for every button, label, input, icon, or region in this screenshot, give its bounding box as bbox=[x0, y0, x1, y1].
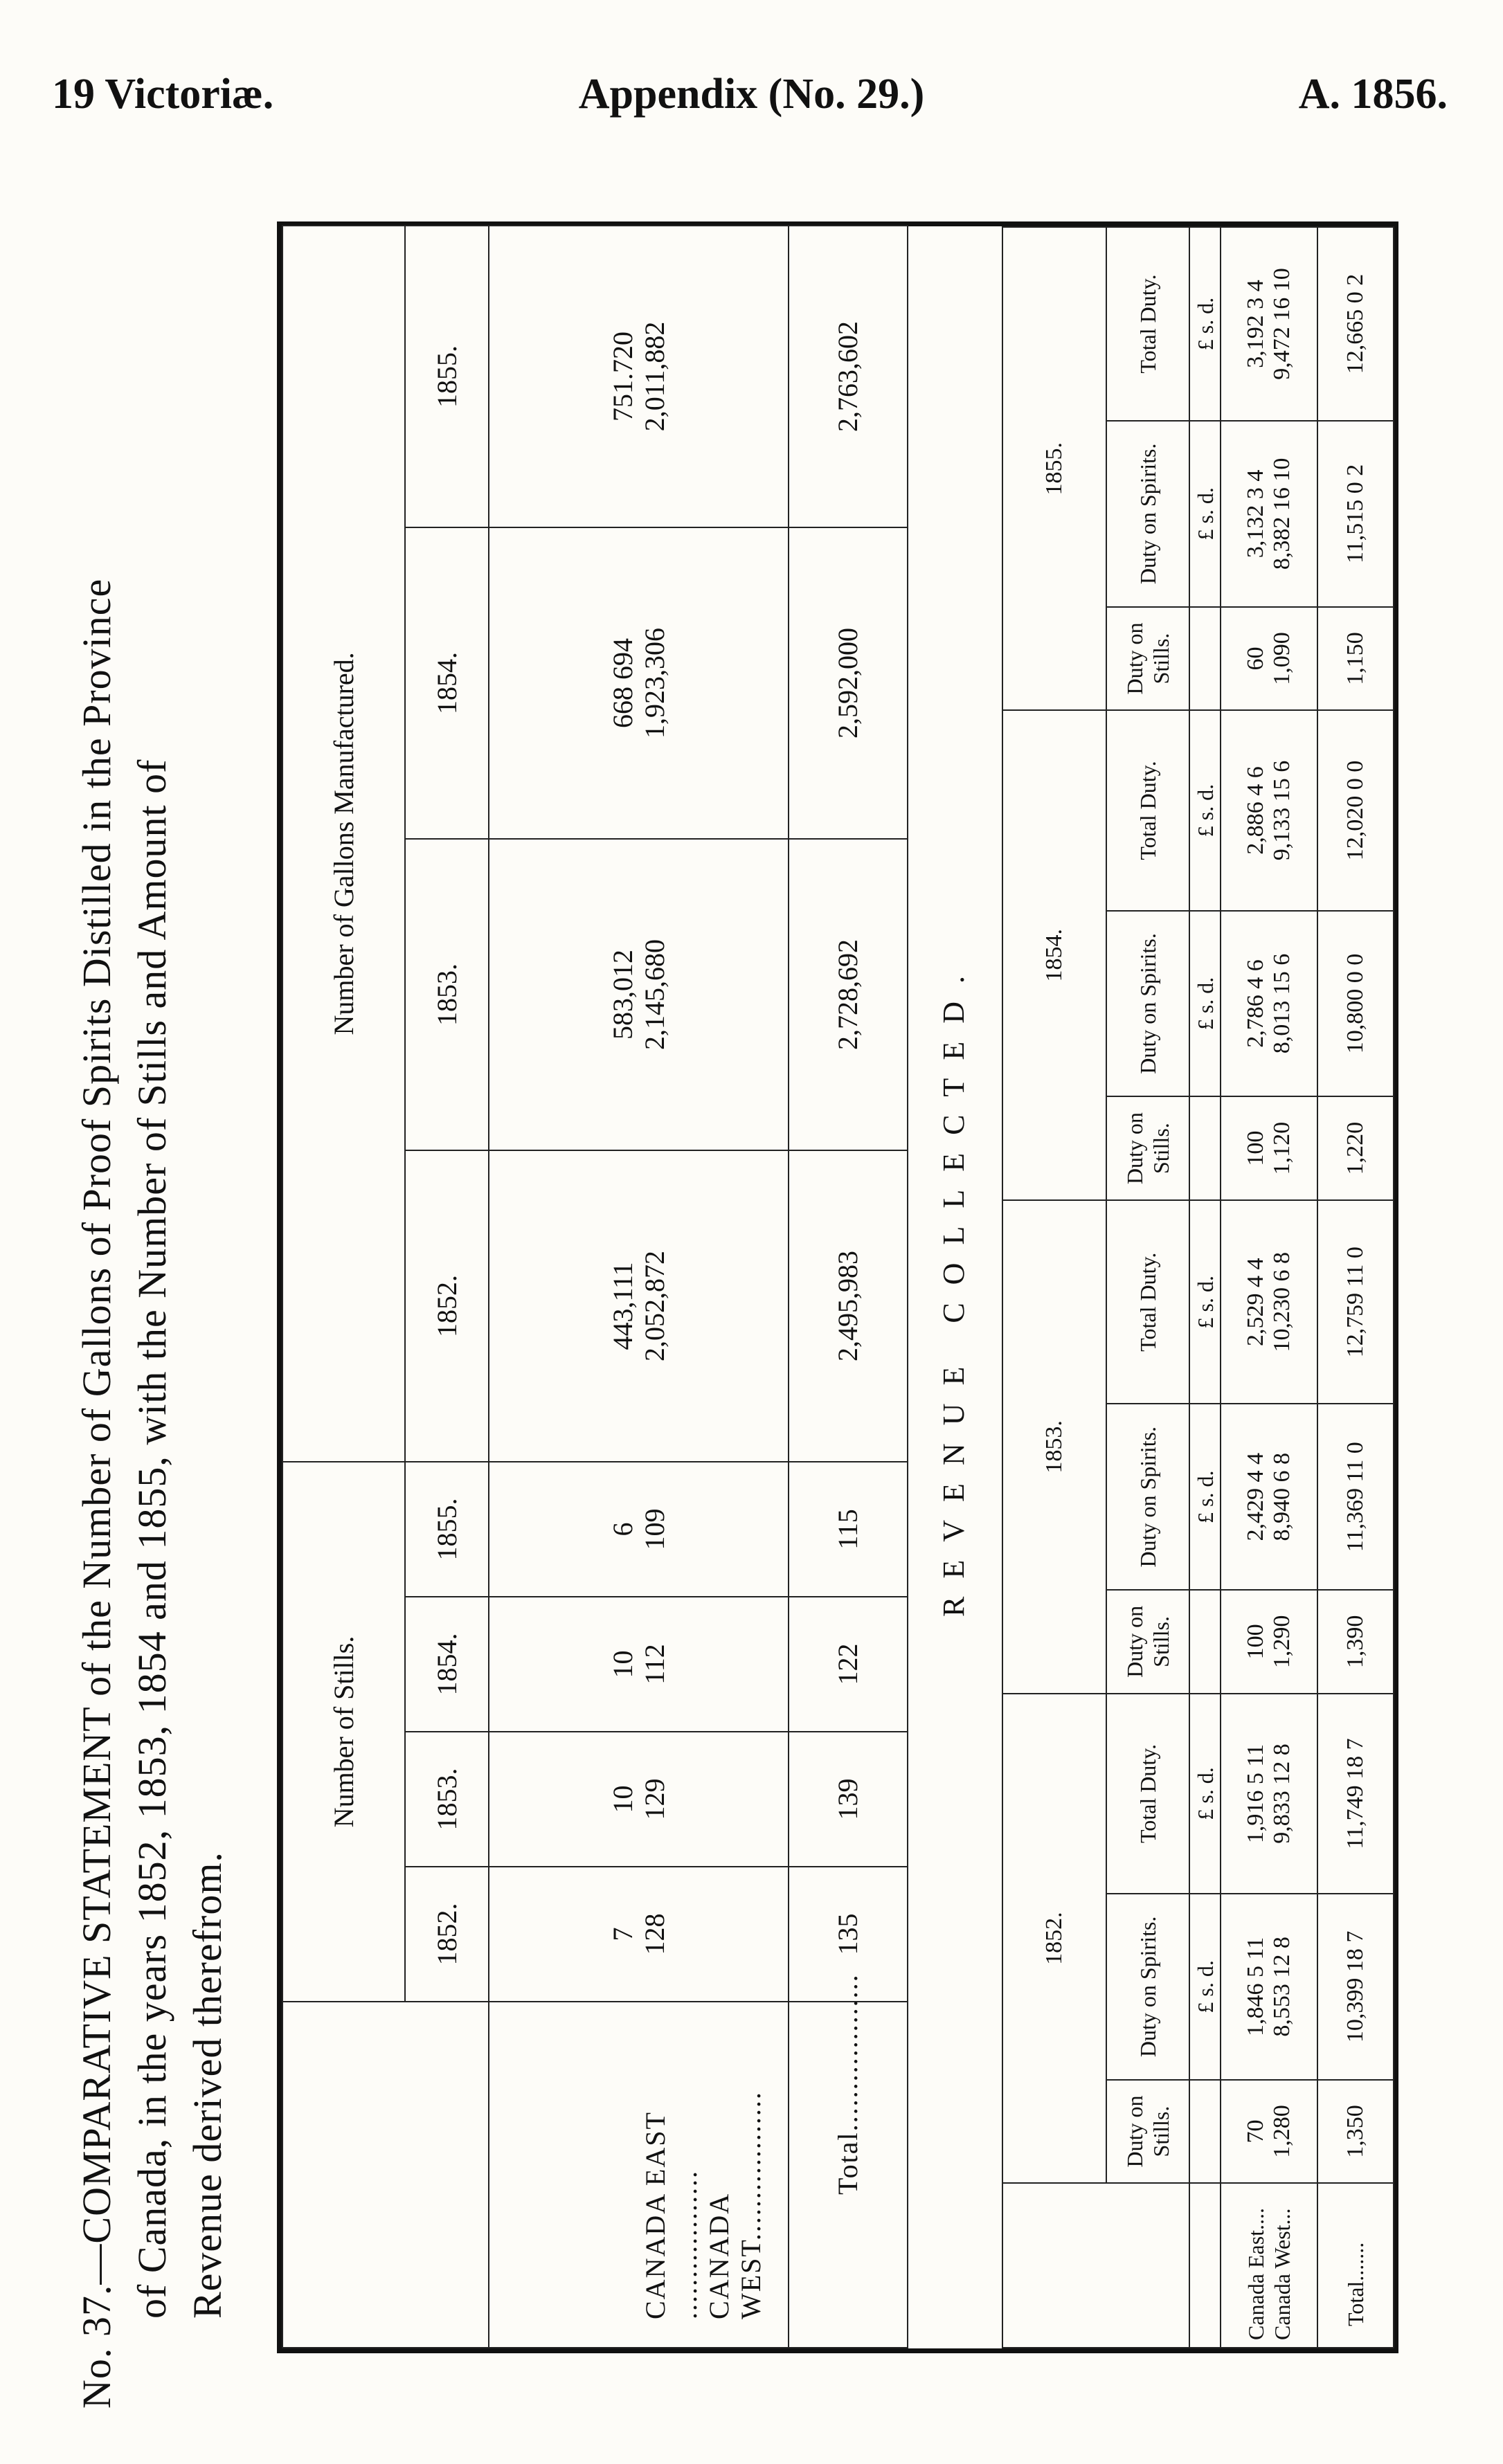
group-gallons-manufactured: Number of Gallons Manufactured. bbox=[282, 226, 405, 1462]
revenue-row-label-header bbox=[1002, 2183, 1189, 2348]
col-1852-spirits: Duty on Spirits. bbox=[1106, 1894, 1189, 2080]
unit-1852-spirits: £ s. d. bbox=[1189, 1894, 1221, 2080]
col-1853-spirits: Duty on Spirits. bbox=[1106, 1404, 1189, 1590]
page-header-session: 19 Victoriæ. bbox=[52, 71, 274, 118]
gallons-year-1855: 1855. bbox=[405, 226, 489, 527]
rev-1855-stills: 60 1,090 bbox=[1221, 607, 1317, 711]
rev-1855-spirits: 3,132 3 4 8,382 16 10 bbox=[1221, 421, 1317, 607]
page-header-year: A. 1856. bbox=[1298, 71, 1448, 118]
stills-year-1853: 1853. bbox=[405, 1732, 489, 1867]
rev-1852-stills: 70 1,280 bbox=[1221, 2080, 1317, 2184]
unit-1853-stills bbox=[1189, 1590, 1221, 1694]
unit-row-label bbox=[1189, 2183, 1221, 2348]
col-1853-stills: Duty on Stills. bbox=[1106, 1590, 1189, 1694]
col-1855-stills: Duty on Stills. bbox=[1106, 607, 1189, 711]
rev-1854-stills-total: 1,220 bbox=[1317, 1096, 1394, 1200]
rev-1852-stills-total: 1,350 bbox=[1317, 2080, 1394, 2184]
rev-1855-stills-total: 1,150 bbox=[1317, 607, 1394, 711]
rev-1854-spirits: 2,786 4 6 8,013 15 6 bbox=[1221, 911, 1317, 1097]
col-1854-total: Total Duty. bbox=[1106, 710, 1189, 910]
stills-1854-total: 122 bbox=[789, 1597, 908, 1732]
stills-1852-total: 135 bbox=[789, 1867, 908, 2002]
gallons-1855-values: 751.720 2,011,882 bbox=[489, 226, 789, 527]
gallons-1852-total: 2,495,983 bbox=[789, 1150, 908, 1462]
rev-1853-spirits: 2,429 4 4 8,940 6 8 bbox=[1221, 1404, 1317, 1590]
revenue-year-1852: 1852. bbox=[1002, 1694, 1106, 2184]
rev-1852-spirits-total: 10,399 18 7 bbox=[1317, 1894, 1394, 2080]
rev-1853-stills-total: 1,390 bbox=[1317, 1590, 1394, 1694]
col-1852-total: Total Duty. bbox=[1106, 1694, 1189, 1894]
gallons-1855-total: 2,763,602 bbox=[789, 226, 908, 527]
revenue-total-label: Total....... bbox=[1317, 2183, 1394, 2348]
rev-1855-spirits-total: 11,515 0 2 bbox=[1317, 421, 1394, 607]
gallons-year-1853: 1853. bbox=[405, 839, 489, 1150]
unit-1852-total: £ s. d. bbox=[1189, 1694, 1221, 1894]
statement-frame bbox=[277, 221, 1398, 2353]
stills-year-1852: 1852. bbox=[405, 1867, 489, 2002]
col-1853-total: Total Duty. bbox=[1106, 1200, 1189, 1404]
unit-1854-spirits: £ s. d. bbox=[1189, 911, 1221, 1097]
rev-1852-total-total: 11,749 18 7 bbox=[1317, 1694, 1394, 1894]
unit-1855-spirits: £ s. d. bbox=[1189, 421, 1221, 607]
rev-1853-spirits-total: 11,369 11 0 bbox=[1317, 1404, 1394, 1590]
unit-1852-stills bbox=[1189, 2080, 1221, 2184]
revenue-year-1855: 1855. bbox=[1002, 227, 1106, 710]
col-1855-spirits: Duty on Spirits. bbox=[1106, 421, 1189, 607]
gallons-1854-values: 668 694 1,923,306 bbox=[489, 527, 789, 839]
title-line-3: Revenue derived therefrom. bbox=[185, 1851, 230, 2319]
stills-1854-values: 10 112 bbox=[489, 1597, 789, 1732]
province-labels: CANADA EAST .................. CANADA WEST.................. bbox=[489, 2002, 789, 2348]
unit-1854-total: £ s. d. bbox=[1189, 710, 1221, 910]
revenue-year-1853: 1853. bbox=[1002, 1200, 1106, 1694]
revenue-section-title: REVENUE COLLECTED. bbox=[937, 958, 971, 1617]
revenue-province-labels: Canada East.... Canada West... bbox=[1221, 2183, 1317, 2348]
gallons-1854-total: 2,592,000 bbox=[789, 527, 908, 839]
col-1855-total: Total Duty. bbox=[1106, 227, 1189, 421]
unit-1855-stills bbox=[1189, 607, 1221, 711]
rev-1852-total: 1,916 5 11 9,833 12 8 bbox=[1221, 1694, 1317, 1894]
gallons-1853-values: 583,012 2,145,680 bbox=[489, 839, 789, 1150]
unit-1853-spirits: £ s. d. bbox=[1189, 1404, 1221, 1590]
unit-1854-stills bbox=[1189, 1096, 1221, 1200]
gallons-1852-values: 443,111 2,052,872 bbox=[489, 1150, 789, 1462]
rev-1854-total-total: 12,020 0 0 bbox=[1317, 710, 1394, 910]
stills-1853-total: 139 bbox=[789, 1732, 908, 1867]
gallons-1853-total: 2,728,692 bbox=[789, 839, 908, 1150]
title-line-2: of Canada, in the years 1852, 1853, 1854 and 1855, with the Number of Stills and Amount of bbox=[129, 759, 174, 2319]
rev-1854-stills: 100 1,120 bbox=[1221, 1096, 1317, 1200]
stills-1853-values: 10 129 bbox=[489, 1732, 789, 1867]
rev-1853-stills: 100 1,290 bbox=[1221, 1590, 1317, 1694]
stills-year-1854: 1854. bbox=[405, 1597, 489, 1732]
gallons-year-1854: 1854. bbox=[405, 527, 489, 839]
col-1852-stills: Duty on Stills. bbox=[1106, 2080, 1189, 2184]
rev-1855-total: 3,192 3 4 9,472 16 10 bbox=[1221, 227, 1317, 421]
title-line-1: No. 37.—COMPARATIVE STATEMENT of the Number of Gallons of Proof Spirits Distilled in the Province bbox=[74, 578, 119, 2409]
rev-1855-total-total: 12,665 0 2 bbox=[1317, 227, 1394, 421]
revenue-table bbox=[1002, 226, 1394, 2348]
row-label-header bbox=[282, 2002, 489, 2348]
stills-gallons-table bbox=[282, 225, 908, 2348]
stills-1855-values: 6 109 bbox=[489, 1462, 789, 1597]
rev-1854-spirits-total: 10,800 0 0 bbox=[1317, 911, 1394, 1097]
rotated-page-content bbox=[69, 173, 1419, 2409]
rev-1854-total: 2,886 4 6 9,133 15 6 bbox=[1221, 710, 1317, 910]
unit-1853-total: £ s. d. bbox=[1189, 1200, 1221, 1404]
revenue-year-1854: 1854. bbox=[1002, 710, 1106, 1200]
stills-1855-total: 115 bbox=[789, 1462, 908, 1597]
rev-1852-spirits: 1,846 5 11 8,553 12 8 bbox=[1221, 1894, 1317, 2080]
page-header-appendix: Appendix (No. 29.) bbox=[578, 71, 925, 118]
total-label: Total................... bbox=[789, 2002, 908, 2348]
stills-year-1855: 1855. bbox=[405, 1462, 489, 1597]
gallons-year-1852: 1852. bbox=[405, 1150, 489, 1462]
group-number-of-stills: Number of Stills. bbox=[282, 1462, 405, 2002]
unit-1855-total: £ s. d. bbox=[1189, 227, 1221, 421]
rev-1853-total: 2,529 4 4 10,230 6 8 bbox=[1221, 1200, 1317, 1404]
stills-1852-values: 7 128 bbox=[489, 1867, 789, 2002]
col-1854-spirits: Duty on Spirits. bbox=[1106, 911, 1189, 1097]
col-1854-stills: Duty on Stills. bbox=[1106, 1096, 1189, 1200]
rev-1853-total-total: 12,759 11 0 bbox=[1317, 1200, 1394, 1404]
statement-title bbox=[69, 173, 235, 2409]
